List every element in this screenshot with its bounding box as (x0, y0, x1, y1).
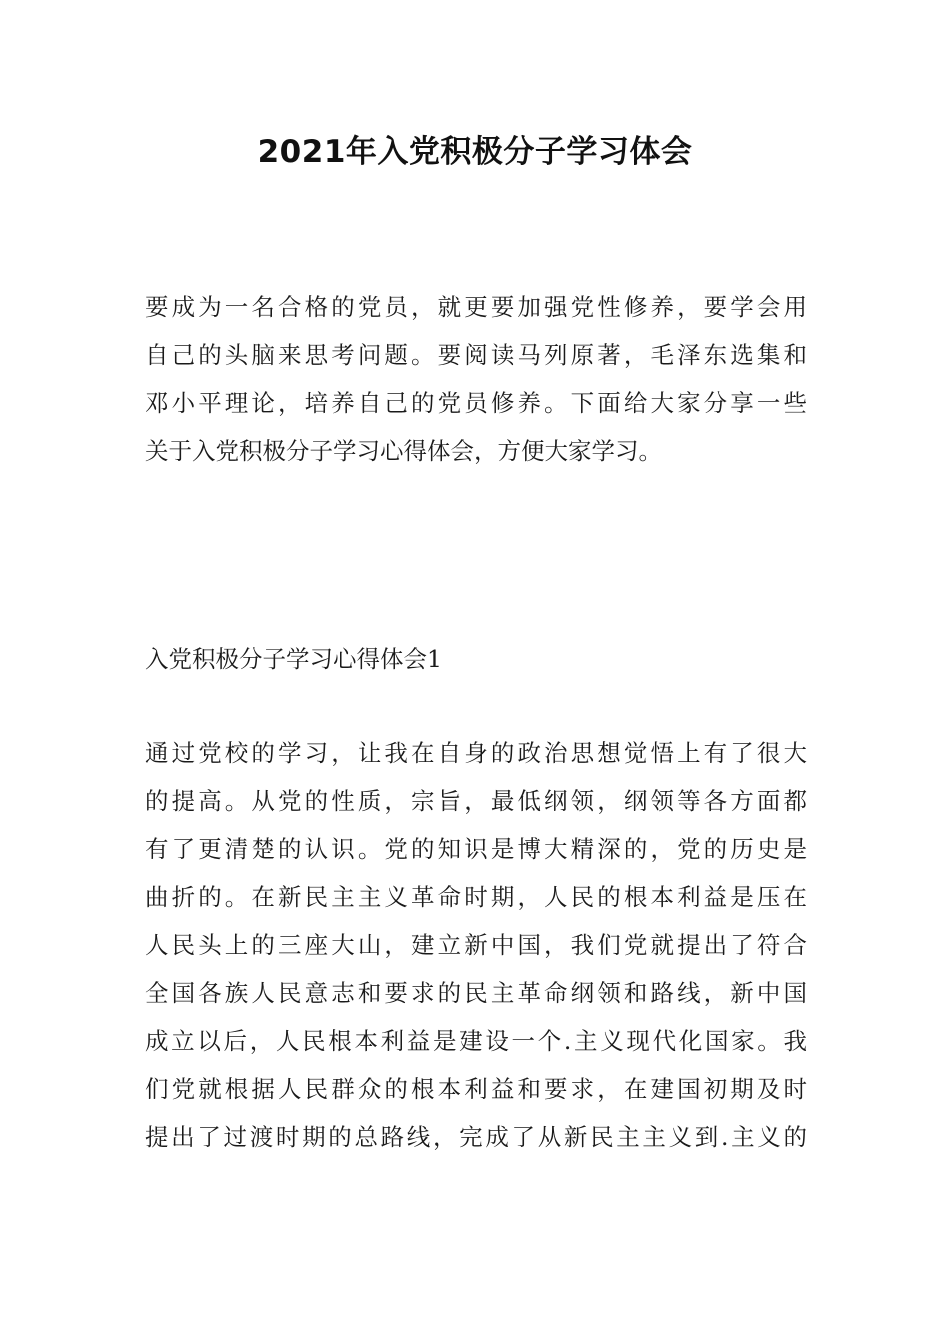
intro-paragraph (145, 283, 807, 475)
text-line: 要成为一名合格的党员，就更要加强党性修养，要学会用 (145, 293, 807, 321)
text-line: 通过党校的学习，让我在自身的政治思想觉悟上有了很大 (145, 739, 807, 767)
text-line: 有了更清楚的认识。党的知识是博大精深的，党的历史是 (145, 835, 807, 863)
body-paragraph (145, 729, 807, 1161)
text-line: 们党就根据人民群众的根本利益和要求，在建国初期及时 (145, 1075, 807, 1103)
text-line: 全国各族人民意志和要求的民主革命纲领和路线，新中国 (145, 979, 807, 1007)
text-line: 人民头上的三座大山，建立新中国，我们党就提出了符合 (145, 931, 807, 959)
text-line: 邓小平理论，培养自己的党员修养。下面给大家分享一些 (145, 389, 807, 417)
text-line: 提出了过渡时期的总路线，完成了从新民主主义到.主义的 (145, 1123, 807, 1151)
text-line: 关于入党积极分子学习心得体会，方便大家学习。 (145, 437, 662, 465)
document-title: 2021年入党积极分子学习体会 (257, 134, 693, 170)
text-line: 曲折的。在新民主主义革命时期，人民的根本利益是压在 (145, 883, 807, 911)
text-line: 成立以后，人民根本利益是建设一个.主义现代化国家。我 (145, 1027, 807, 1055)
section-heading: 入党积极分子学习心得体会1 (145, 645, 442, 673)
text-line: 自己的头脑来思考问题。要阅读马列原著，毛泽东选集和 (145, 341, 807, 369)
text-line: 的提高。从党的性质，宗旨，最低纲领，纲领等各方面都 (145, 787, 807, 815)
